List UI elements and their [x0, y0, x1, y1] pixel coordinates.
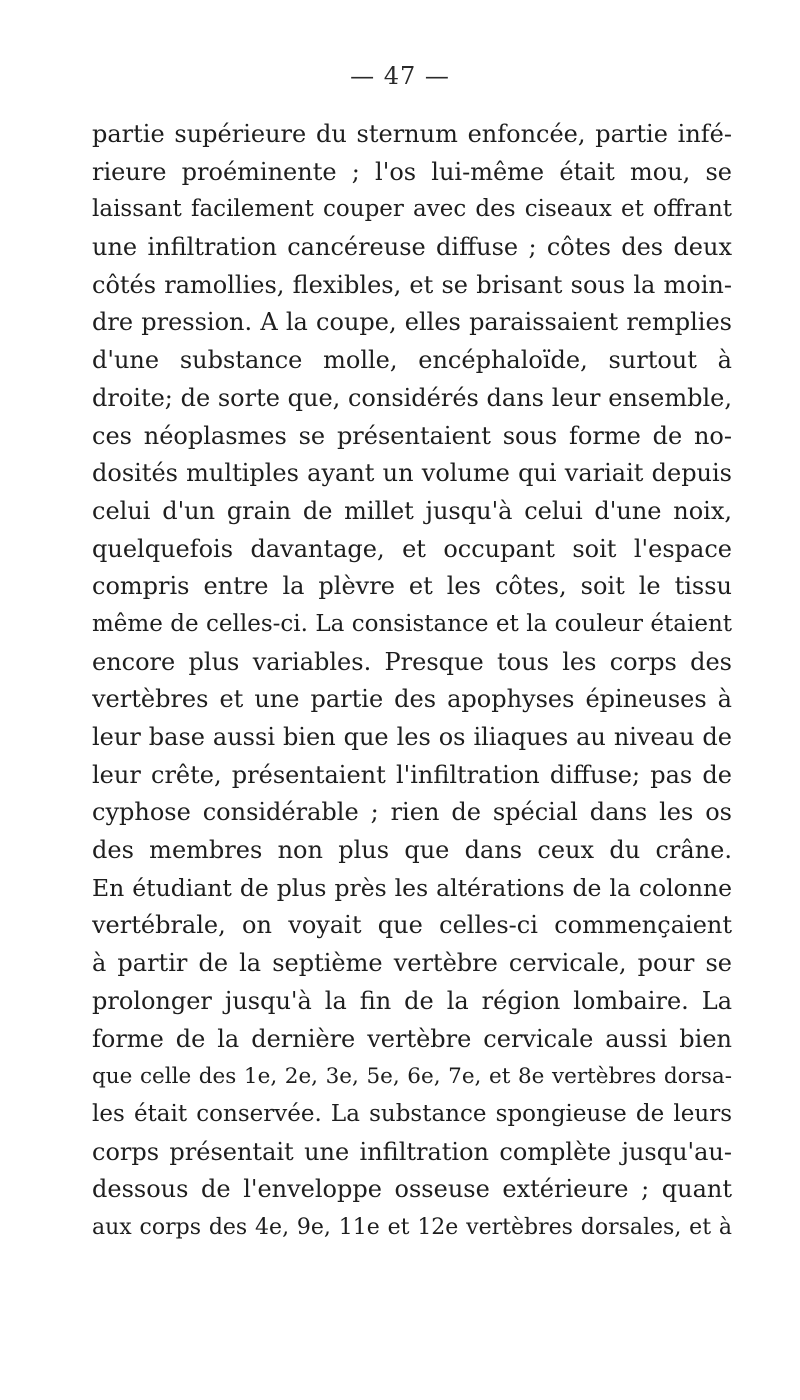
text-line: à partir de la septième vertèbre cervicale, pour se	[92, 949, 732, 978]
text-line: les était conservée. La substance spongieuse de leurs	[92, 1100, 732, 1127]
page-number: — 47 —	[350, 62, 450, 90]
text-line: corps présentait une infiltration complète jusqu'au-	[92, 1137, 732, 1166]
text-line: compris entre la plèvre et les côtes, soit le tissu	[92, 572, 732, 601]
text-line: côtés ramollies, flexibles, et se brisant sous la moin-	[92, 270, 732, 299]
text-line: que celle des 1e, 2e, 3e, 5e, 6e, 7e, et 8e vertèbres dorsa-	[92, 1064, 732, 1090]
text-line: prolonger jusqu'à la fin de la région lombaire. La	[92, 986, 732, 1015]
text-line: leur crête, présentaient l'infiltration diffuse; pas de	[92, 760, 732, 789]
text-line: rieure proéminente ; l'os lui-même était mou, se	[92, 157, 732, 186]
text-line: quelquefois davantage, et occupant soit l'espace	[92, 534, 732, 563]
text-line: vertèbres et une partie des apophyses épineuses à	[92, 685, 732, 714]
text-line: même de celles-ci. La consistance et la couleur étaient	[92, 610, 732, 637]
text-line: cyphose considérable ; rien de spécial dans les os	[92, 798, 732, 827]
text-line: une infiltration cancéreuse diffuse ; côtes des deux	[92, 233, 732, 262]
text-line: droite; de sorte que, considérés dans leur ensemble,	[92, 383, 732, 412]
text-line: partie supérieure du sternum enfoncée, partie infé-	[92, 120, 732, 148]
text-line: ces néoplasmes se présentaient sous forme de no-	[92, 421, 732, 450]
text-line: dosités multiples ayant un volume qui variait depuis	[92, 459, 732, 488]
text-line: celui d'un grain de millet jusqu'à celui d'une noix,	[92, 496, 732, 525]
text-line: dessous de l'enveloppe osseuse extérieure ; quant	[92, 1175, 732, 1204]
text-line: leur base aussi bien que les os iliaques au niveau de	[92, 723, 732, 751]
body-text	[92, 116, 732, 1247]
text-line: encore plus variables. Presque tous les corps des	[92, 647, 732, 676]
text-line: forme de la dernière vertèbre cervicale aussi bien	[92, 1024, 732, 1053]
text-line: En étudiant de plus près les altérations de la colonne	[92, 873, 732, 902]
text-line: des membres non plus que dans ceux du crâne.	[92, 836, 732, 865]
text-line: aux corps des 4e, 9e, 11e et 12e vertèbres dorsales, et à	[92, 1214, 732, 1240]
text-line: d'une substance molle, encéphaloïde, surtout à	[92, 346, 732, 375]
text-line: vertébrale, on voyait que celles-ci commençaient	[92, 911, 732, 940]
text-line: laissant facilement couper avec des ciseaux et offrant	[92, 196, 732, 223]
text-line: dre pression. A la coupe, elles paraissaient remplies	[92, 308, 732, 337]
